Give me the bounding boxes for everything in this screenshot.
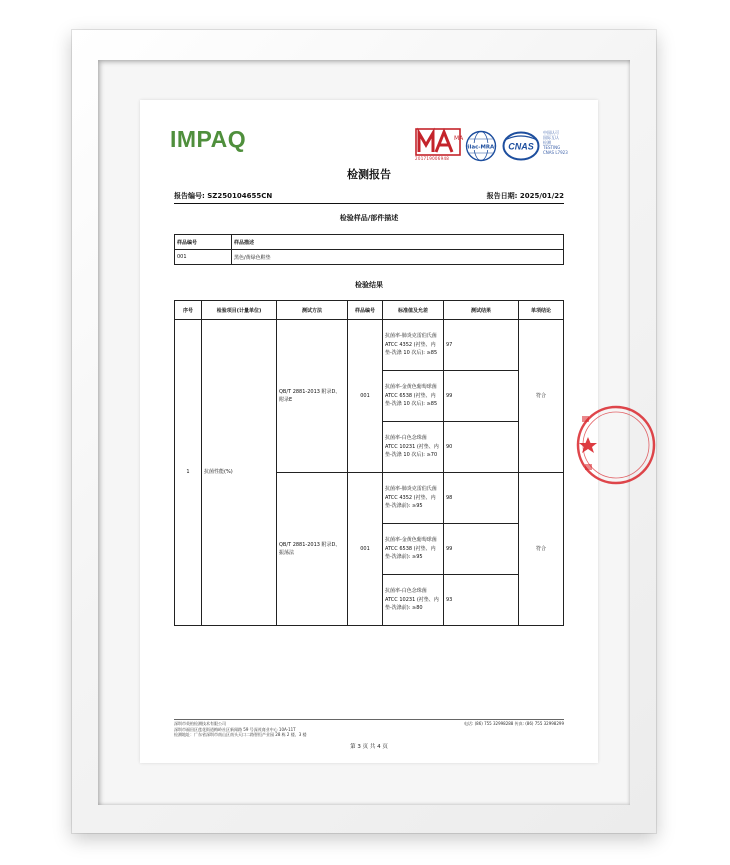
table-row [175, 250, 564, 265]
sample-number: 001 [348, 320, 383, 473]
table-header: 单项结论 [519, 301, 564, 320]
certification-marks [415, 128, 575, 164]
table-row [175, 320, 564, 371]
test-result: 90 [444, 422, 519, 473]
ma-mark-text: MA [454, 135, 464, 142]
standard-value: 抗菌率-金黄色葡萄球菌 ATCC 6538 (衬垫、内垫-洗涤前): ≥95 [383, 524, 444, 575]
sample-table [174, 234, 564, 265]
cnas-accreditation-text [543, 130, 579, 155]
ilac-mra-icon [465, 130, 497, 162]
red-seal-icon [576, 400, 604, 490]
table-cell: 001 [175, 250, 232, 265]
row-number: 1 [175, 320, 202, 626]
footer-divider [174, 719, 564, 720]
page-number: 第 3 页 共 4 页 [350, 744, 388, 750]
table-cell: 黑色/黄绿色鞋垫 [232, 250, 564, 265]
test-result: 97 [444, 320, 519, 371]
table-header: 样品编号 [348, 301, 383, 320]
cnas-text-line: CNAS L7923 [543, 150, 568, 155]
footer-office-address: 深圳市福田区莲花街道梅岭社区新闻路 59 号深茂商业中心 10A-11T [174, 726, 296, 732]
ilac-mark-text: ilac-MRA [467, 144, 495, 151]
table-header: 检验项目(计量单位) [202, 301, 277, 320]
table-header: 标准值及允差 [383, 301, 444, 320]
test-result: 93 [444, 575, 519, 626]
table-header: 测试结果 [444, 301, 519, 320]
ma-cert-icon [415, 128, 464, 156]
conclusion: 符合 [519, 473, 564, 626]
conclusion: 符合 [519, 320, 564, 473]
standard-value: 抗菌率-白色念珠菌 ATCC 10231 (衬垫、内垫-洗涤前): ≥80 [383, 575, 444, 626]
impaq-logo: IMPAQ [170, 126, 247, 152]
table-header-row [175, 301, 564, 320]
test-result: 99 [444, 524, 519, 575]
footer-lab-address: 检测地址：广东省深圳市南山区南头天口二路智恒产业园 28 栋 2 楼、3 楼 [174, 732, 307, 737]
sample-section-title: 检验样品/部件描述 [339, 214, 399, 222]
report-meta [174, 191, 564, 201]
table-header: 序号 [175, 301, 202, 320]
cnas-icon [502, 131, 540, 161]
divider [174, 203, 564, 204]
table-header: 样品描述 [232, 235, 564, 250]
table-header: 测试方法 [277, 301, 348, 320]
cnas-text-line: TESTING [543, 145, 561, 150]
result-section-title: 检验结果 [355, 281, 383, 289]
test-method: QB/T 2881-2013 附录D、附录E [277, 320, 348, 473]
cnas-text-line: 中国认可 [543, 130, 559, 135]
footer-contact: 电话: (86) 755 32998288 传真: (86) 755 32998299 [463, 721, 564, 726]
standard-value: 抗菌率-白色念珠菌 ATCC 10231 (衬垫、内垫-洗涤 10 次后): ≥70 [383, 422, 444, 473]
test-result: 99 [444, 371, 519, 422]
standard-value: 抗菌率-肺炎克雷伯氏菌 ATCC 4352 (衬垫、内垫-洗涤前): ≥95 [383, 473, 444, 524]
document-title: 检测报告 [347, 168, 391, 181]
cnas-text-line: 检测 [543, 140, 551, 145]
standard-value: 抗菌率-肺炎克雷伯氏菌 ATCC 4352 (衬垫、内垫-洗涤 10 次后): ≥85 [383, 320, 444, 371]
ma-number: 201719006948 [415, 156, 450, 161]
test-method: QB/T 2881-2013 附录D、振荡法 [277, 473, 348, 626]
cnas-mark-text: CNAS [508, 141, 534, 152]
report-date: 报告日期: 2025/01/22 [486, 192, 564, 200]
report-number: 报告编号: SZ250104655CN [174, 192, 273, 200]
sample-number: 001 [348, 473, 383, 626]
table-header-row [175, 235, 564, 250]
test-item: 抗菌性能(%) [202, 320, 277, 626]
test-result: 98 [444, 473, 519, 524]
standard-value: 抗菌率-金黄色葡萄球菌 ATCC 6538 (衬垫、内垫-洗涤 10 次后): ≥85 [383, 371, 444, 422]
report-page [140, 100, 598, 763]
result-table [174, 300, 564, 626]
footer-address [174, 721, 307, 738]
table-header: 样品编号 [175, 235, 232, 250]
cnas-text-line: 国际互认 [543, 135, 559, 140]
footer-company: 深圳市英柏检测技术有限公司 [174, 721, 226, 726]
